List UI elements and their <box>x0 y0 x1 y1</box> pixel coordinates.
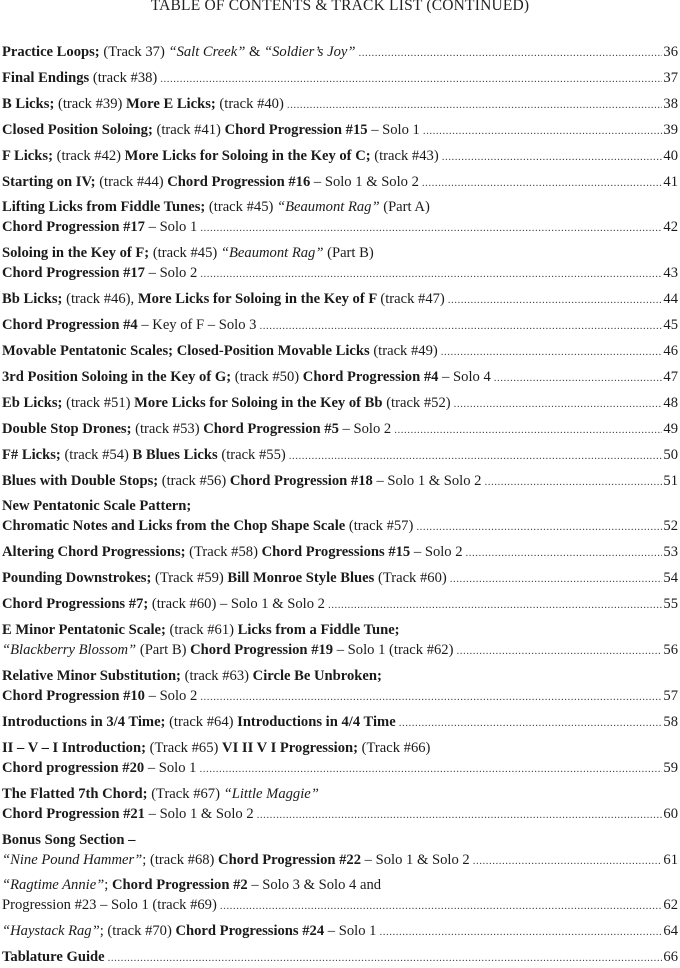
toc-entry[interactable] <box>2 784 678 824</box>
section-title: Chord Progressions #24 <box>175 923 328 940</box>
toc-entry[interactable] <box>2 542 678 562</box>
section-title: Chord Progression #19 <box>190 642 337 658</box>
track-info: (track #44) <box>99 173 168 190</box>
toc-entry-line <box>2 738 678 758</box>
toc-entry-line <box>2 594 678 614</box>
toc-entry-text <box>2 94 284 114</box>
dot-leader <box>108 948 663 968</box>
toc-entry[interactable] <box>2 568 678 588</box>
toc-entry-line <box>2 315 678 335</box>
section-title: B Licks; <box>2 95 58 112</box>
toc-entry[interactable] <box>2 620 678 660</box>
toc-entry-text <box>2 197 430 217</box>
dot-leader <box>454 394 663 414</box>
toc-entry-text <box>2 419 391 439</box>
section-title: Eb Licks; <box>2 394 67 411</box>
toc-entry[interactable] <box>2 341 678 361</box>
track-info: (track #50) <box>234 368 303 385</box>
track-info: (track #60) – Solo 1 & Solo 2 <box>151 596 325 613</box>
toc-entry-line <box>2 445 678 465</box>
dot-leader <box>359 43 663 63</box>
dot-leader <box>287 95 663 115</box>
track-info: (Track #66) <box>361 739 431 756</box>
page-number: 50 <box>663 446 678 463</box>
toc-entry-text <box>2 804 254 824</box>
toc-entry-line <box>2 146 678 166</box>
page-number: 58 <box>663 713 678 730</box>
section-title: Chord Progression #4 <box>2 317 142 334</box>
toc-entry-text <box>2 686 197 706</box>
page-number: 66 <box>663 949 678 966</box>
song-title: “Beaumont Rag” <box>220 245 324 262</box>
toc-entry-line <box>2 850 678 870</box>
track-info: – Solo 4 <box>442 368 491 385</box>
toc-entry[interactable] <box>2 393 678 413</box>
track-info: – Solo 1 <box>371 121 420 138</box>
section-title: Altering Chord Progressions; <box>2 544 190 561</box>
toc-entry-line <box>2 496 678 516</box>
toc-entry[interactable] <box>2 471 678 491</box>
dot-leader <box>450 569 663 589</box>
toc-entry-text <box>2 243 374 263</box>
dot-leader <box>259 316 662 336</box>
toc-entry-text <box>2 758 196 778</box>
page-number: 40 <box>663 147 678 164</box>
section-title: Chord Progression #21 <box>2 805 149 822</box>
track-info: – Solo 1 (track #62) <box>336 642 454 658</box>
track-info: – Solo 1 & Solo 2 <box>148 805 254 822</box>
section-title: Chord Progressions #7; <box>2 596 152 613</box>
section-title: Bb Licks; <box>2 291 67 308</box>
section-title: Closed Position Soloing; <box>2 121 157 138</box>
section-title: VI II V I Progression; <box>222 739 362 756</box>
toc-entry-text <box>2 594 325 614</box>
toc-entry-line <box>2 68 678 88</box>
toc-entry-text <box>2 393 451 413</box>
section-title: More Licks for Soloing in the Key of Bb <box>134 394 387 411</box>
dot-leader <box>473 851 663 871</box>
toc-entry[interactable] <box>2 94 678 114</box>
toc-entry[interactable] <box>2 875 678 915</box>
dot-leader <box>200 218 662 238</box>
page-number: 55 <box>663 596 678 613</box>
track-info: (Track 37) <box>103 44 169 60</box>
toc-entry[interactable] <box>2 243 678 283</box>
toc-entry[interactable] <box>2 68 678 88</box>
track-info: (Part B) <box>323 245 374 262</box>
toc-entry-line <box>2 217 678 237</box>
track-info: (track #55) <box>221 446 286 463</box>
dot-leader <box>328 595 662 615</box>
section-title: Chord Progression #10 <box>2 687 149 704</box>
dot-leader <box>220 896 663 916</box>
page-number: 44 <box>663 291 678 308</box>
song-title: “Nine Pound Hammer” <box>2 851 143 868</box>
section-title: Practice Loops; <box>2 44 104 60</box>
track-info: (track #43) <box>374 147 439 164</box>
toc-entry[interactable] <box>2 738 678 778</box>
section-title: Chromatic Notes and Licks from the Chop Shape Scale <box>2 518 349 535</box>
dot-leader <box>399 713 663 733</box>
page-number: 52 <box>663 518 678 535</box>
page-number: 42 <box>663 219 678 236</box>
toc-entry-line <box>2 666 678 686</box>
section-title: Pounding Downstrokes; <box>2 570 155 587</box>
section-title: Chord Progression #16 <box>167 173 314 190</box>
section-title: Introductions in 4/4 Time <box>237 713 396 730</box>
toc-entry-line <box>2 263 678 283</box>
section-title: Introductions in 3/4 Time; <box>2 713 170 730</box>
section-title: Double Stop Drones; <box>2 420 136 437</box>
section-title: Blues with Double Stops; <box>2 472 162 489</box>
dot-leader <box>484 472 662 492</box>
track-info: (track #42) <box>56 147 125 164</box>
track-info: (track #54) <box>64 446 133 463</box>
track-info: (track #53) <box>135 420 204 437</box>
track-info: – Solo 3 & Solo 4 and <box>251 877 382 894</box>
track-info: (track #45) <box>208 199 277 216</box>
track-info: (track #46), <box>66 291 138 308</box>
track-info: (track #56) <box>161 472 230 489</box>
page-number: 48 <box>663 394 678 411</box>
toc-entry-line <box>2 875 678 895</box>
section-title: 3rd Position Soloing in the Key of G; <box>2 368 235 385</box>
page-number: 54 <box>663 570 678 587</box>
toc-entry-line <box>2 804 678 824</box>
dot-leader <box>199 759 662 779</box>
section-title: The Flatted 7th Chord; <box>2 785 152 802</box>
section-title: F# Licks; <box>2 446 65 463</box>
dot-leader <box>416 517 662 537</box>
track-info: (track #41) <box>156 121 225 138</box>
dot-leader <box>379 922 662 942</box>
toc-entry-text <box>2 146 439 166</box>
page-number: 46 <box>663 343 678 359</box>
track-info: (track #38) <box>92 69 158 86</box>
section-title: Circle Be Unbroken; <box>252 667 382 684</box>
page-number: 39 <box>663 121 678 138</box>
dot-leader <box>441 342 663 362</box>
toc-entry[interactable] <box>2 712 678 732</box>
toc-entry[interactable] <box>2 146 678 166</box>
toc-entry-text <box>2 712 396 732</box>
toc-entry-text <box>2 640 453 660</box>
section-title: Lifting Licks from Fiddle Tunes; <box>2 199 209 216</box>
section-title: Chord Progression #2 <box>112 877 252 894</box>
page-number: 41 <box>663 173 678 190</box>
toc-entry[interactable] <box>2 666 678 706</box>
track-info: (Track #59) <box>155 570 228 587</box>
toc-entry-line <box>2 393 678 413</box>
toc-entry-line <box>2 895 678 915</box>
section-title: Chord Progression #22 <box>218 851 365 868</box>
section-title: Chord Progression #18 <box>229 472 377 489</box>
section-title: Bonus Song Section – <box>2 831 136 848</box>
toc-entry-text <box>2 471 481 491</box>
page-number: 61 <box>663 851 678 868</box>
toc-entry-text <box>2 542 463 562</box>
toc-entry-text <box>2 367 491 387</box>
track-info: – Solo 1 & Solo 2 <box>364 851 470 868</box>
section-title: Starting on IV; <box>2 173 100 190</box>
track-info: (Track #60) <box>377 570 447 587</box>
toc-entry-line <box>2 197 678 217</box>
section-title: More E Licks; <box>126 95 220 112</box>
section-title: Chord Progression #17 <box>2 265 149 282</box>
toc-entry-line <box>2 620 678 640</box>
song-title: “Haystack Rag” <box>2 923 100 940</box>
toc-entry-line <box>2 120 678 140</box>
toc-entry-text <box>2 172 419 192</box>
track-info: & <box>245 44 264 60</box>
toc-entry[interactable] <box>2 289 678 309</box>
toc-entry-line <box>2 758 678 778</box>
section-title: More Licks for Soloing in the Key of C; <box>124 147 375 164</box>
track-info: (track #49) <box>373 343 438 359</box>
toc-entry-text <box>2 42 356 62</box>
section-title: Chord progression #20 <box>2 759 148 776</box>
track-info: ; <box>104 877 112 894</box>
song-title: “Soldier’s Joy” <box>264 44 356 60</box>
section-title: Bill Monroe Style Blues <box>227 570 378 587</box>
section-title: Chord Progressions #15 <box>261 544 414 561</box>
track-info: – Solo 1 & Solo 2 <box>376 472 482 489</box>
section-title: Relative Minor Substitution; <box>2 667 185 684</box>
toc-entry[interactable] <box>2 197 678 237</box>
track-info: (track #47) <box>380 291 445 308</box>
page-number: 38 <box>663 95 678 112</box>
track-info: (Track #58) <box>189 544 262 561</box>
toc-entry-line <box>2 419 678 439</box>
track-info: Progression #23 – Solo 1 (track #69) <box>2 897 217 914</box>
track-info: (track #57) <box>348 518 414 535</box>
page-number: 51 <box>663 472 678 489</box>
track-info: (track #61) <box>169 622 238 638</box>
track-info: (Part B) <box>136 642 191 658</box>
dot-leader <box>448 290 663 310</box>
toc-entry-text <box>2 895 217 915</box>
section-title: Movable Pentatonic Scales; Closed-Position Movable Licks <box>2 343 374 359</box>
toc-entry-line <box>2 830 678 850</box>
toc-entry-line <box>2 542 678 562</box>
page-number: 36 <box>663 44 678 60</box>
section-title: Chord Progression #4 <box>302 368 443 385</box>
page-number: 56 <box>663 642 678 658</box>
toc-entry[interactable] <box>2 120 678 140</box>
song-title: “Salt Creek” <box>168 44 246 60</box>
toc-entry-line <box>2 947 678 967</box>
dot-leader <box>200 687 662 707</box>
song-title: “Beaumont Rag” <box>277 199 380 216</box>
toc-entry-line <box>2 568 678 588</box>
toc-entry-text <box>2 217 197 237</box>
section-title: New Pentatonic Scale Pattern; <box>2 498 192 515</box>
dot-leader <box>456 641 662 661</box>
toc-entry-line <box>2 341 678 361</box>
track-info: (track #40) <box>219 95 284 112</box>
track-info: – Solo 2 <box>413 544 463 561</box>
toc-entry[interactable] <box>2 594 678 614</box>
section-title: Chord Progression #15 <box>224 121 372 138</box>
toc-entry-text <box>2 947 105 967</box>
toc-entry[interactable] <box>2 496 678 536</box>
toc-entry[interactable] <box>2 172 678 192</box>
toc-entry-text <box>2 315 256 335</box>
page-number: 57 <box>663 687 678 704</box>
dot-leader <box>289 446 663 466</box>
track-info: – Solo 2 <box>342 420 392 437</box>
toc-entry[interactable] <box>2 367 678 387</box>
dot-leader <box>422 173 663 193</box>
track-info: (track #45) <box>152 245 221 262</box>
toc-entry-text <box>2 341 438 361</box>
dot-leader <box>257 805 663 825</box>
dot-leader <box>442 147 663 167</box>
section-title: Tablature Guide <box>2 949 105 966</box>
toc-entry-line <box>2 289 678 309</box>
track-info: (track #63) <box>184 667 253 684</box>
toc-entry-line <box>2 94 678 114</box>
toc-entry[interactable] <box>2 921 678 941</box>
page-number: 59 <box>663 759 678 776</box>
dot-leader <box>494 368 663 388</box>
track-info: – Solo 1 & Solo 2 <box>313 173 419 190</box>
track-info: (Track #65) <box>149 739 223 756</box>
toc-entry-line <box>2 784 678 804</box>
toc-entry-text <box>2 568 447 588</box>
toc-entry-text <box>2 263 197 283</box>
section-title: E Minor Pentatonic Scale; <box>2 622 170 638</box>
song-title: “Blackberry Blossom” <box>2 642 137 658</box>
page-title: TABLE OF CONTENTS & TRACK LIST (CONTINUED) <box>150 0 530 14</box>
section-title: Soloing in the Key of F; <box>2 245 153 262</box>
dot-leader <box>160 69 662 89</box>
track-info: ; (track #70) <box>99 923 176 940</box>
page-number: 64 <box>663 923 678 940</box>
toc-entry-line <box>2 516 678 536</box>
section-title: B Blues Licks <box>132 446 222 463</box>
section-title: More Licks for Soloing in the Key of F <box>137 291 381 308</box>
track-info: – Solo 2 <box>148 687 198 704</box>
toc-entry-line <box>2 243 678 263</box>
toc-entry-line <box>2 42 678 62</box>
section-title: Final Endings <box>2 69 93 86</box>
toc-entry-line <box>2 471 678 491</box>
toc-entry-text <box>2 496 191 516</box>
page-number: 45 <box>663 317 678 334</box>
toc-entry-text <box>2 445 286 465</box>
dot-leader <box>394 420 662 440</box>
track-info: ; (track #68) <box>142 851 219 868</box>
toc-entry-text <box>2 289 445 309</box>
toc-entry-text <box>2 784 319 804</box>
toc-entry-line <box>2 172 678 192</box>
toc-entry[interactable] <box>2 419 678 439</box>
page-number: 37 <box>663 69 678 86</box>
toc-entry[interactable] <box>2 445 678 465</box>
track-info: – Solo 1 <box>148 219 198 236</box>
section-title: Licks from a Fiddle Tune; <box>237 622 400 638</box>
toc-entry[interactable] <box>2 830 678 870</box>
toc-entry-line <box>2 921 678 941</box>
dot-leader <box>466 543 663 563</box>
page-number: 47 <box>663 368 678 385</box>
toc-entry-line <box>2 640 678 660</box>
toc-entry-line <box>2 367 678 387</box>
toc-entry[interactable] <box>2 947 678 967</box>
toc-entry-text <box>2 875 381 895</box>
toc-entry[interactable] <box>2 42 678 62</box>
toc-entry-line <box>2 686 678 706</box>
toc-entry-text <box>2 830 135 850</box>
dot-leader <box>200 264 662 284</box>
song-title: “Little Maggie” <box>223 785 319 802</box>
page-number: 53 <box>663 544 678 561</box>
section-title: Chord Progression #17 <box>2 219 149 236</box>
toc-entry-text <box>2 921 376 941</box>
toc-entry-text <box>2 666 382 686</box>
toc-entry-text <box>2 850 470 870</box>
track-info: (Part A) <box>379 199 430 216</box>
track-info: – Solo 1 <box>327 923 377 940</box>
page-number: 62 <box>663 897 678 914</box>
page-number: 49 <box>663 420 678 437</box>
toc-entry-text <box>2 120 420 140</box>
page-number: 60 <box>663 805 678 822</box>
toc-entry-line <box>2 712 678 732</box>
track-info: – Solo 1 <box>147 759 197 776</box>
section-title: F Licks; <box>2 147 57 164</box>
track-info: (track #39) <box>57 95 127 112</box>
track-info: (track #64) <box>169 713 238 730</box>
song-title: “Ragtime Annie” <box>2 877 105 894</box>
section-title: II – V – I Introduction; <box>2 739 150 756</box>
track-info: (track #52) <box>386 394 451 411</box>
section-title: Chord Progression #5 <box>203 420 343 437</box>
toc-entry[interactable] <box>2 315 678 335</box>
toc-entry-text <box>2 68 157 88</box>
track-info: – Key of F – Solo 3 <box>141 317 257 334</box>
toc-entry-text <box>2 738 430 758</box>
dot-leader <box>423 121 663 141</box>
track-info: (track #51) <box>66 394 135 411</box>
track-info: (Track #67) <box>151 785 224 802</box>
toc-entry-text <box>2 516 413 536</box>
track-info: – Solo 2 <box>148 265 198 282</box>
page-number: 43 <box>663 265 678 282</box>
toc-entry-text <box>2 620 400 640</box>
